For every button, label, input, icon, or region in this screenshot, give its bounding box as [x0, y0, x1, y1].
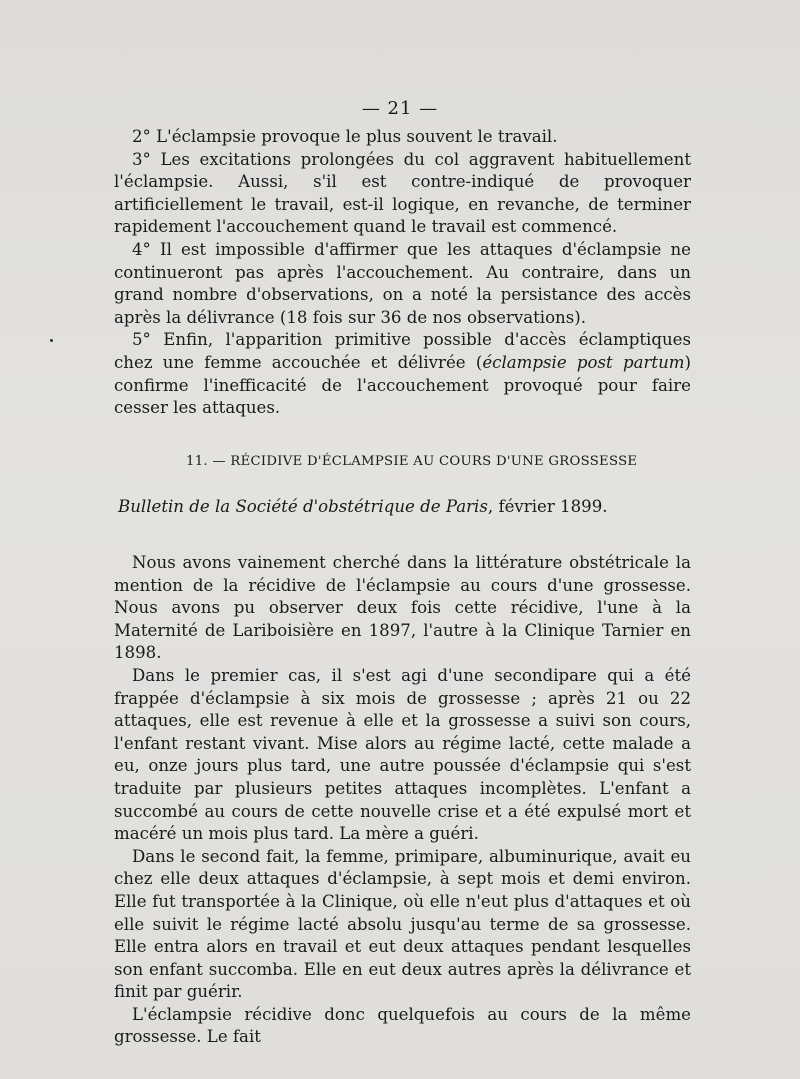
conclusions-block	[114, 126, 691, 420]
citation-date: , février 1899.	[487, 497, 608, 516]
conclusion-5-text-end: ) confirme l'inefficacité de l'accouchement provoqué pour faire cesser les attaques.	[114, 352, 691, 418]
article-body	[114, 552, 691, 1049]
citation-line	[118, 497, 678, 516]
conclusion-paragraph-5	[114, 329, 691, 419]
body-paragraph-1: Nous avons vainement cherché dans la littérature obstétricale la mention de la récidive de l'éclampsie au cours d'une grossesse. Nous avons pu observer deux fois cette récidive, l'une à la Maternité de Lariboisière en 1897, l'autre à la Clinique Tarnier en 1898.	[114, 553, 691, 663]
body-paragraph-3: Dans le second fait, la femme, primipare, albuminurique, avait eu chez elle deux attaques d'éclampsie, à sept mois et demi environ. Elle fut transportée à la Clinique, où elle n'eut plus d'attaques et où elle suivit le régime lacté absolu jusqu'au terme de sa grossesse. Elle entra alors en travail et eut deux attaques pendant lesquelles son enfant succomba. Elle en eut deux autres après la délivrance et finit par guérir.	[114, 846, 691, 1002]
conclusion-paragraph-2: 2° L'éclampsie provoque le plus souvent le travail.	[132, 127, 558, 146]
conclusion-5-italic: éclampsie post partum	[482, 352, 685, 372]
body-paragraph-4: L'éclampsie récidive donc quelquefois au cours de la même grossesse. Le fait	[114, 1004, 691, 1047]
conclusion-5-text-start: 5° Enfin, l'apparition primitive possible d'accès éclamptiques chez une femme accouchée et délivrée (	[114, 330, 691, 372]
page-number: — 21 —	[361, 98, 439, 119]
margin-speck	[50, 339, 53, 342]
conclusion-paragraph-3: 3° Les excitations prolongées du col aggravent habituellement l'éclampsie. Aussi, s'il est contre-indiqué de provoquer artificiellement le travail, est-il logique, en revanche, de terminer rapidement l'accouchement quand le travail est commencé.	[114, 149, 691, 237]
section-heading: 11. — RÉCIDIVE D'ÉCLAMPSIE AU COURS D'UNE GROSSESSE	[186, 454, 638, 469]
body-paragraph-2: Dans le premier cas, il s'est agi d'une secondipare qui a été frappée d'éclampsie à six mois de grossesse ; après 21 ou 22 attaques, elle est revenue à elle et la grossesse a suivi son cours, l'enfant restant vivant. Mise alors au régime lacté, cette malade a eu, onze jours plus tard, une autre poussée d'éclampsie qui s'est traduite par plusieurs petites attaques incomplètes. L'enfant a succombé au cours de cette nouvelle crise et a été expulsé mort et macéré un mois plus tard. La mère a guéri.	[114, 665, 691, 844]
citation-journal: Bulletin de la Société d'obstétrique de Paris	[118, 497, 488, 516]
conclusion-paragraph-4: 4° Il est impossible d'affirmer que les attaques d'éclampsie ne continueront pas après l'accouchement. Au contraire, dans un grand nombre d'observations, on a noté la persistance des accès après la délivrance (18 fois sur 36 de nos observations).	[114, 239, 691, 327]
